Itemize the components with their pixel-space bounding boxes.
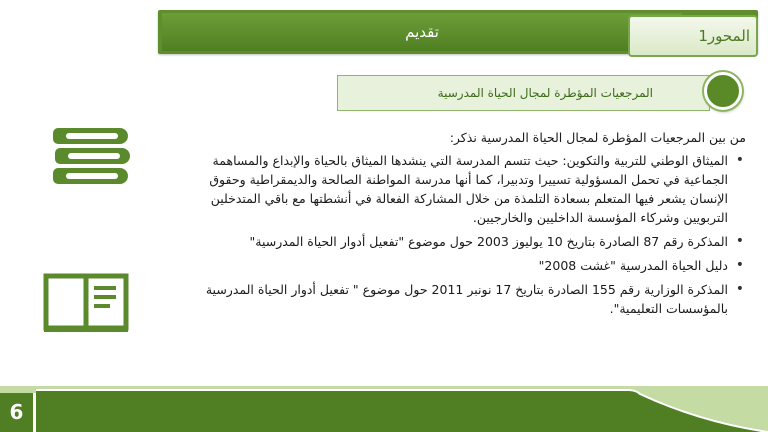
list-item: • المذكرة رقم 87 الصادرة بتاريخ 10 يوليوز 2003 حول موضوع "تفعيل أدوار الحياة المدرسية" xyxy=(180,232,728,251)
axis-label: المحور1 xyxy=(698,27,750,45)
list-item: • المذكرة الوزارية رقم 155 الصادرة بتاريخ 17 نونبر 2011 حول موضوع " تفعيل أدوار الحياة المدرسية بالمؤسسات التعليمية". xyxy=(180,280,728,318)
page-number: 6 xyxy=(9,400,24,424)
footer-wave xyxy=(0,386,768,432)
content-body xyxy=(180,128,746,323)
content-intro: من بين المرجعيات المؤطرة لمجال الحياة المدرسية نذكر: xyxy=(449,130,746,145)
open-book-icon xyxy=(42,270,130,334)
subheading-bullet-circle xyxy=(704,72,742,110)
books-stack-icon xyxy=(52,118,132,190)
list-item: • دليل الحياة المدرسية "غشت 2008" xyxy=(180,256,728,275)
subheading-text: المرجعيات المؤطرة لمجال الحياة المدرسية xyxy=(437,86,653,100)
content-list xyxy=(180,151,746,318)
list-item: • الميثاق الوطني للتربية والتكوين: حيث تتسم المدرسة التي ينشدها الميثاق بالحياة والإبداع والمساهمة الجماعية في تحمل المسؤولية تسييرا وتدبيرا، كما أنها مدرسة المواطنة الصالحة والديمقراطية وحقوق الإنسان يشعر فيها المتعلم بسعادة التلمذة من خلال المشاركة الفعالة في أنشطتها مع باقي المتدخلين التربويين وشركاء المؤسسة الداخليين والخارجيين. xyxy=(180,151,728,227)
section-title: تقديم xyxy=(405,23,439,41)
